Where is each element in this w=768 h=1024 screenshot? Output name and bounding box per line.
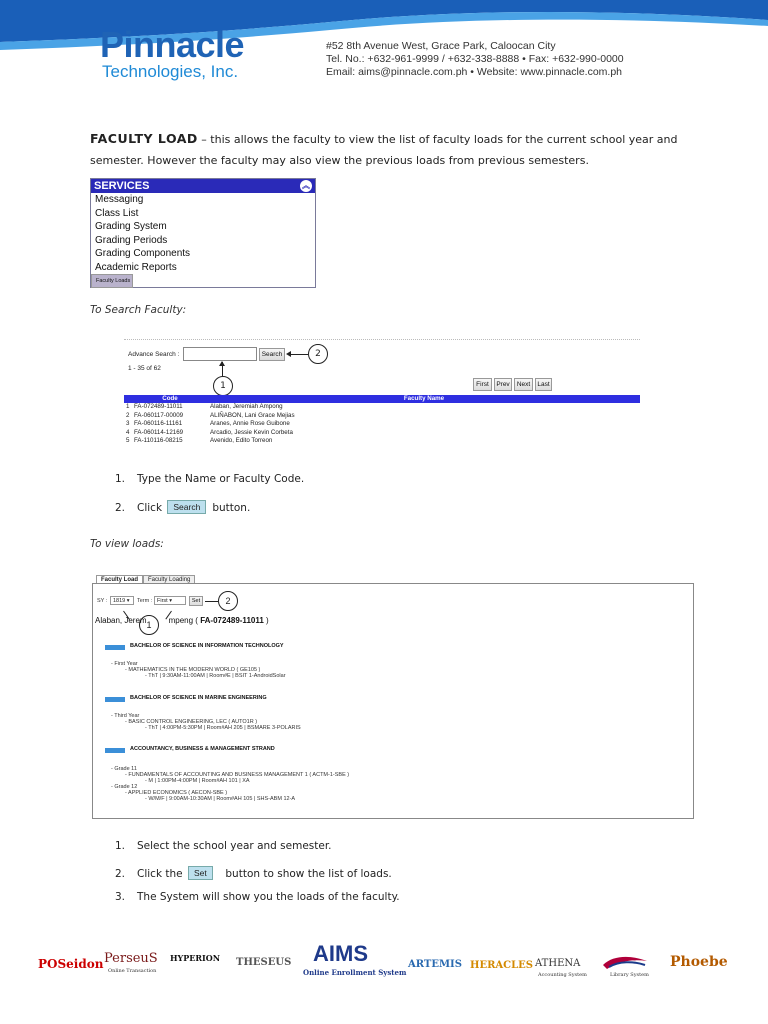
menu-item-grading-periods[interactable]: Grading Periods: [95, 234, 168, 246]
menu-item-messaging[interactable]: Messaging: [95, 194, 144, 205]
perseus-logo: PerseuS: [104, 951, 158, 966]
intro-text: – this allows the faculty to view the list of faculty loads for the current school year and semester. However the faculty may also view the previous loads from previous semesters.: [90, 133, 678, 167]
inline-set-button: Set: [188, 866, 213, 880]
athena-tagline: Accounting System: [538, 972, 587, 978]
table-row[interactable]: 3 FA-060116-11161 Aranes, Annie Rose Guibone: [126, 420, 290, 427]
services-menu-header[interactable]: [91, 179, 315, 193]
faculty-table: [124, 395, 640, 446]
table-row[interactable]: 1 FA-072489-11011 Alaban, Jeremiah Ampong: [126, 403, 283, 410]
result-range: 1 - 35 of 62: [128, 365, 161, 372]
poseidon-logo: POSeidon: [38, 957, 104, 971]
tab-faculty-load[interactable]: Faculty Load: [96, 575, 143, 584]
menu-item-grading-system[interactable]: Grading System: [95, 221, 167, 232]
arrow-head-icon: [219, 361, 225, 366]
library-tagline: Library System: [610, 972, 649, 978]
menu-item-academic-reports[interactable]: Academic Reports: [95, 261, 177, 273]
subject: - BASIC CONTROL ENGINEERING, LEC ( AUTO1R ): [125, 719, 258, 725]
program-marker: [105, 697, 125, 702]
logo-line2: Technologies, Inc.: [102, 62, 239, 81]
divider: [124, 339, 640, 340]
hyperion-logo: HYPERION: [170, 953, 221, 963]
aims-tagline: Online Enrollment System: [303, 968, 407, 977]
advance-search-label: Advance Search :: [128, 351, 180, 358]
callout-arrow: [288, 354, 308, 355]
search-heading: To Search Faculty:: [90, 304, 187, 316]
phone: Tel. No.: +632-961-9999 / +632-338-8888 • Fax: +632-990-0000: [326, 53, 624, 65]
table-row[interactable]: 2 FA-060117-00009 ALIÑABON, Lani Grace Mejias: [126, 411, 295, 419]
program-marker: [105, 748, 125, 753]
artemis-logo: ARTEMIS: [408, 959, 462, 970]
loads-step-1: 1. Select the school year and semester.: [115, 840, 332, 852]
program-title: BACHELOR OF SCIENCE IN MARINE ENGINEERING: [130, 695, 267, 701]
loads-heading: To view loads:: [90, 538, 164, 550]
heracles-logo: HERACLES: [470, 960, 533, 971]
menu-item-class-list[interactable]: Class List: [95, 207, 139, 219]
year-level: - Third Year: [111, 713, 140, 719]
program-title: BACHELOR OF SCIENCE IN INFORMATION TECHNOLOGY: [130, 643, 284, 649]
callout-2: 2: [308, 344, 328, 364]
intro-paragraph: [90, 128, 690, 171]
schedule: - M | 1:00PM-4:00PM | Room#AH 101 | XA: [145, 778, 250, 784]
tab-faculty-loading[interactable]: Faculty Loading: [143, 575, 195, 584]
email: Email: aims@pinnacle.com.ph • Website: www.pinnacle.com.ph: [326, 66, 623, 78]
phoebe-logo: Phoebe: [670, 954, 728, 970]
services-menu-title: SERVICES: [94, 180, 150, 192]
loads-step-2: 2. Click the Set button to show the list of loads.: [115, 868, 392, 880]
search-step-1: 1. Type the Name or Faculty Code.: [115, 473, 305, 485]
year-level: - First Year: [111, 661, 138, 667]
callout-arrow: [205, 601, 218, 602]
pager-next-button[interactable]: Next: [514, 378, 533, 391]
search-step-2: 2. Click Search button.: [115, 502, 251, 514]
loads-panel: [92, 583, 694, 819]
term-label: Term :: [137, 598, 153, 604]
program-title: ACCOUNTANCY, BUSINESS & MANAGEMENT STRAND: [130, 746, 275, 752]
year-level: - Grade 12: [111, 784, 138, 790]
library-logo-icon: [601, 953, 649, 971]
logo-line1: Pinnacle: [100, 24, 245, 65]
company-logo: [100, 24, 245, 82]
set-button[interactable]: Set: [189, 596, 203, 606]
term-select[interactable]: First ▾: [154, 596, 186, 605]
subject: - APPLIED ECONOMICS ( AECON-SBE ): [125, 790, 228, 796]
chevron-up-icon[interactable]: ︽: [302, 181, 310, 190]
column-faculty-name[interactable]: Faculty Name: [208, 395, 640, 403]
pager-first-button[interactable]: First: [473, 378, 492, 391]
theseus-logo: THESEUS: [236, 957, 292, 968]
subject: - FUNDAMENTALS OF ACCOUNTING AND BUSINESS MANAGEMENT 1 ( ACTM-1-SBE ): [125, 772, 350, 778]
callout-1: 1: [213, 376, 233, 396]
schedule: - ThT | 4:00PM-5:30PM | Room#AH 205 | BSMARE 3-POLARIS: [145, 725, 301, 731]
address: #52 8th Avenue West, Grace Park, Caloocan City: [326, 40, 556, 52]
schedule: - W/M/F | 9:00AM-10:30AM | Room#AH 105 | SHS-ABM 12-A: [145, 796, 296, 802]
year-level: - Grade 11: [111, 766, 137, 772]
menu-item-grading-components[interactable]: Grading Components: [95, 248, 191, 259]
arrow-head-icon: [286, 351, 291, 357]
perseus-tagline: Online Transaction: [108, 968, 157, 974]
faculty-heading: Alaban, Jerem mpeng ( FA-072489-11011 ): [95, 616, 269, 625]
table-row[interactable]: 4 FA-060114-12169 Arcadio, Jessie Kevin Corbeta: [126, 428, 293, 436]
advance-search-input[interactable]: [183, 347, 257, 361]
callout-1: 1: [139, 615, 159, 635]
loads-step-3: 3. The System will show you the loads of the faculty.: [115, 891, 400, 903]
pager-last-button[interactable]: Last: [535, 378, 552, 391]
schedule: - ThT | 9:30AM-11:00AM | Room#E | BSIT 1-AndroidSolar: [145, 673, 286, 679]
inline-search-button: Search: [167, 500, 206, 514]
menu-item-faculty-loads[interactable]: Faculty Loads: [91, 274, 133, 288]
section-title: FACULTY LOAD: [90, 131, 198, 146]
column-code[interactable]: Code: [132, 395, 208, 403]
contact-info: [326, 40, 624, 79]
search-button[interactable]: Search: [259, 348, 285, 361]
athena-logo: ATHENA: [535, 958, 581, 969]
sy-label: SY :: [97, 598, 108, 604]
aims-logo: AIMS: [313, 941, 368, 966]
callout-2: 2: [218, 591, 238, 611]
footer-logos: [38, 941, 728, 985]
services-menu: [90, 178, 316, 288]
subject: - MATHEMATICS IN THE MODERN WORLD ( GE105 ): [125, 667, 261, 673]
pager-prev-button[interactable]: Prev: [494, 378, 512, 391]
sy-select[interactable]: 1819 ▾: [110, 596, 134, 605]
program-marker: [105, 645, 125, 650]
table-row[interactable]: 5 FA-110116-08215 Avenido, Edito Torreon: [126, 437, 273, 444]
